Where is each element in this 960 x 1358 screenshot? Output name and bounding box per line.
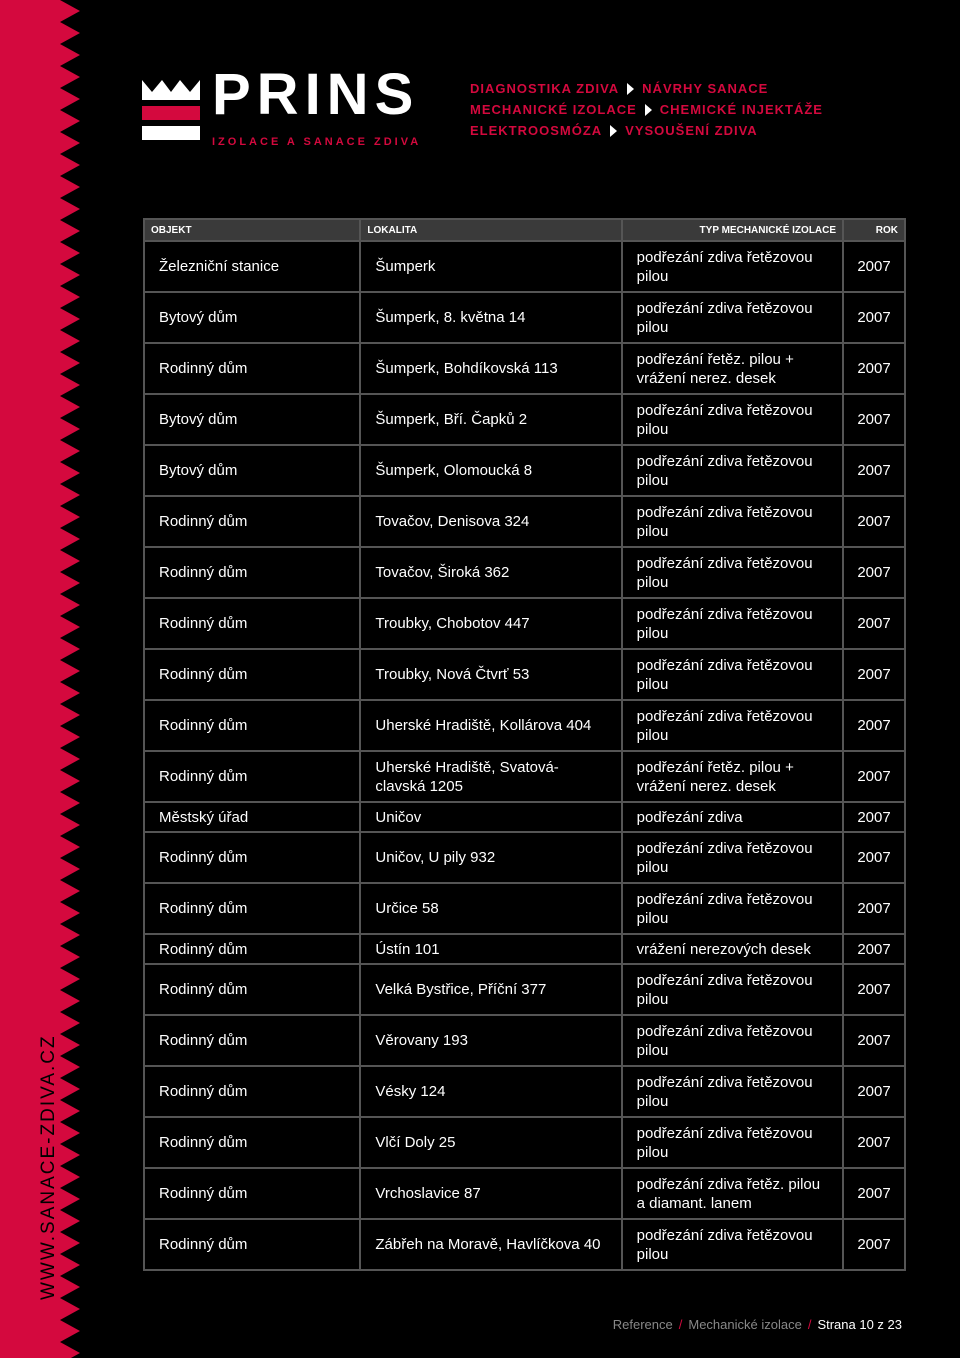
cell-typ: podřezání zdiva řetězovou pilou	[622, 1066, 843, 1117]
cell-objekt: Rodinný dům	[144, 832, 360, 883]
cell-typ: podřezání zdiva řetězovou pilou	[622, 547, 843, 598]
table-row	[144, 1219, 905, 1270]
cell-typ: podřezání zdiva řetězovou pilou	[622, 496, 843, 547]
crown-icon	[140, 78, 202, 148]
cell-objekt: Rodinný dům	[144, 1219, 360, 1270]
cell-rok: 2007	[843, 1219, 905, 1270]
cell-rok: 2007	[843, 1066, 905, 1117]
cell-rok: 2007	[843, 751, 905, 802]
brand-tagline: IZOLACE A SANACE ZDIVA	[212, 136, 422, 148]
cell-typ: podřezání zdiva řetězovou pilou	[622, 883, 843, 934]
table-row	[144, 802, 905, 832]
table-row	[144, 1117, 905, 1168]
cell-objekt: Rodinný dům	[144, 649, 360, 700]
cell-rok: 2007	[843, 934, 905, 964]
cell-typ: podřezání zdiva řetězovou pilou	[622, 445, 843, 496]
cell-rok: 2007	[843, 1168, 905, 1219]
cell-lokalita: Ústín 101	[360, 934, 621, 964]
triangle-right-icon	[645, 104, 652, 116]
cell-typ: podřezání zdiva řetězovou pilou	[622, 1219, 843, 1270]
cell-typ: podřezání zdiva řetězovou pilou	[622, 700, 843, 751]
cell-typ: podřezání zdiva řetězovou pilou	[622, 598, 843, 649]
cell-lokalita: Uničov	[360, 802, 621, 832]
cell-rok: 2007	[843, 547, 905, 598]
cell-typ: podřezání zdiva řetěz. pilou a diamant. lanem	[622, 1168, 843, 1219]
cell-lokalita: Určice 58	[360, 883, 621, 934]
table-row	[144, 964, 905, 1015]
service-link[interactable]: VYSOUŠENÍ ZDIVA	[625, 123, 758, 138]
reference-table	[143, 218, 906, 1271]
website-url[interactable]: WWW.SANACE-ZDIVA.CZ	[38, 1034, 59, 1300]
services-nav	[470, 78, 823, 141]
cell-objekt: Rodinný dům	[144, 1117, 360, 1168]
table-row	[144, 1015, 905, 1066]
cell-typ: podřezání zdiva řetězovou pilou	[622, 292, 843, 343]
cell-typ: podřezání zdiva	[622, 802, 843, 832]
cell-rok: 2007	[843, 343, 905, 394]
cell-lokalita: Tovačov, Široká 362	[360, 547, 621, 598]
header-rok: ROK	[843, 219, 905, 241]
cell-objekt: Rodinný dům	[144, 883, 360, 934]
header-lokalita: LOKALITA	[360, 219, 621, 241]
table-row	[144, 832, 905, 883]
table-row	[144, 241, 905, 292]
cell-typ: podřezání zdiva řetězovou pilou	[622, 241, 843, 292]
cell-objekt: Rodinný dům	[144, 1066, 360, 1117]
cell-objekt: Rodinný dům	[144, 751, 360, 802]
cell-lokalita: Šumperk, Bohdíkovská 113	[360, 343, 621, 394]
table-row	[144, 496, 905, 547]
table-row	[144, 1066, 905, 1117]
cell-lokalita: Šumperk, 8. května 14	[360, 292, 621, 343]
table-row	[144, 292, 905, 343]
cell-rok: 2007	[843, 964, 905, 1015]
cell-objekt: Rodinný dům	[144, 598, 360, 649]
table-row	[144, 547, 905, 598]
cell-rok: 2007	[843, 1117, 905, 1168]
service-link[interactable]: ELEKTROOSMÓZA	[470, 123, 603, 138]
cell-lokalita: Vrchoslavice 87	[360, 1168, 621, 1219]
prins-logo	[140, 62, 422, 153]
table-header-row	[144, 219, 905, 241]
service-link[interactable]: DIAGNOSTIKA ZDIVA	[470, 81, 620, 96]
cell-objekt: Rodinný dům	[144, 700, 360, 751]
cell-rok: 2007	[843, 241, 905, 292]
table-row	[144, 394, 905, 445]
cell-lokalita: Šumperk, Bří. Čapků 2	[360, 394, 621, 445]
cell-lokalita: Vlčí Doly 25	[360, 1117, 621, 1168]
cell-lokalita: Troubky, Chobotov 447	[360, 598, 621, 649]
cell-typ: podřezání zdiva řetězovou pilou	[622, 1117, 843, 1168]
cell-typ: podřezání zdiva řetězovou pilou	[622, 1015, 843, 1066]
cell-lokalita: Šumperk, Olomoucká 8	[360, 445, 621, 496]
cell-objekt: Rodinný dům	[144, 547, 360, 598]
cell-lokalita: Šumperk	[360, 241, 621, 292]
cell-rok: 2007	[843, 802, 905, 832]
cell-rok: 2007	[843, 1015, 905, 1066]
table-row	[144, 1168, 905, 1219]
table-row	[144, 598, 905, 649]
cell-lokalita: Troubky, Nová Čtvrť 53	[360, 649, 621, 700]
cell-lokalita: Uherské Hradiště, Kollárova 404	[360, 700, 621, 751]
table-row	[144, 883, 905, 934]
cell-lokalita: Vésky 124	[360, 1066, 621, 1117]
table-row	[144, 445, 905, 496]
cell-lokalita: Tovačov, Denisova 324	[360, 496, 621, 547]
cell-rok: 2007	[843, 394, 905, 445]
cell-lokalita: Velká Bystřice, Příční 377	[360, 964, 621, 1015]
cell-typ: podřezání zdiva řetězovou pilou	[622, 649, 843, 700]
brand-name: PRINS	[212, 62, 420, 127]
footer-breadcrumb	[613, 1317, 902, 1332]
table-row	[144, 700, 905, 751]
cell-rok: 2007	[843, 832, 905, 883]
cell-lokalita: Uničov, U pily 932	[360, 832, 621, 883]
service-link[interactable]: MECHANICKÉ IZOLACE	[470, 102, 637, 117]
cell-typ: vrážení nerezových desek	[622, 934, 843, 964]
cell-objekt: Bytový dům	[144, 394, 360, 445]
cell-rok: 2007	[843, 700, 905, 751]
services-line-2	[470, 99, 823, 120]
cell-rok: 2007	[843, 598, 905, 649]
header-typ: TYP MECHANICKÉ IZOLACE	[622, 219, 843, 241]
cell-lokalita: Uherské Hradiště, Svatová-clavská 1205	[360, 751, 621, 802]
cell-rok: 2007	[843, 292, 905, 343]
page-number: Strana 10 z 23	[817, 1317, 902, 1332]
triangle-right-icon	[610, 125, 617, 137]
cell-objekt: Rodinný dům	[144, 934, 360, 964]
cell-rok: 2007	[843, 649, 905, 700]
cell-objekt: Rodinný dům	[144, 496, 360, 547]
service-link[interactable]: CHEMICKÉ INJEKTÁŽE	[659, 102, 823, 117]
triangle-right-icon	[627, 83, 634, 95]
table-row	[144, 934, 905, 964]
table-row	[144, 343, 905, 394]
cell-objekt: Rodinný dům	[144, 343, 360, 394]
cell-objekt: Rodinný dům	[144, 964, 360, 1015]
cell-objekt: Bytový dům	[144, 445, 360, 496]
cell-typ: podřezání řetěz. pilou + vrážení nerez. desek	[622, 343, 843, 394]
cell-objekt: Rodinný dům	[144, 1168, 360, 1219]
cell-rok: 2007	[843, 883, 905, 934]
cell-typ: podřezání zdiva řetězovou pilou	[622, 964, 843, 1015]
breadcrumb-mechanicke-izolace[interactable]: Mechanické izolace	[688, 1317, 802, 1332]
cell-objekt: Městský úřad	[144, 802, 360, 832]
cell-objekt: Železniční stanice	[144, 241, 360, 292]
services-line-3	[470, 120, 823, 141]
services-line-1	[470, 78, 823, 99]
cell-objekt: Bytový dům	[144, 292, 360, 343]
service-link[interactable]: NÁVRHY SANACE	[642, 81, 769, 96]
cell-objekt: Rodinný dům	[144, 1015, 360, 1066]
cell-typ: podřezání řetěz. pilou + vrážení nerez. desek	[622, 751, 843, 802]
breadcrumb-separator: /	[678, 1317, 683, 1332]
cell-typ: podřezání zdiva řetězovou pilou	[622, 394, 843, 445]
cell-rok: 2007	[843, 445, 905, 496]
cell-lokalita: Věrovany 193	[360, 1015, 621, 1066]
breadcrumb-reference[interactable]: Reference	[612, 1317, 673, 1332]
cell-lokalita: Zábřeh na Moravě, Havlíčkova 40	[360, 1219, 621, 1270]
cell-typ: podřezání zdiva řetězovou pilou	[622, 832, 843, 883]
breadcrumb-separator: /	[807, 1317, 812, 1332]
header-objekt: OBJEKT	[144, 219, 360, 241]
cell-rok: 2007	[843, 496, 905, 547]
table-row	[144, 751, 905, 802]
table-row	[144, 649, 905, 700]
